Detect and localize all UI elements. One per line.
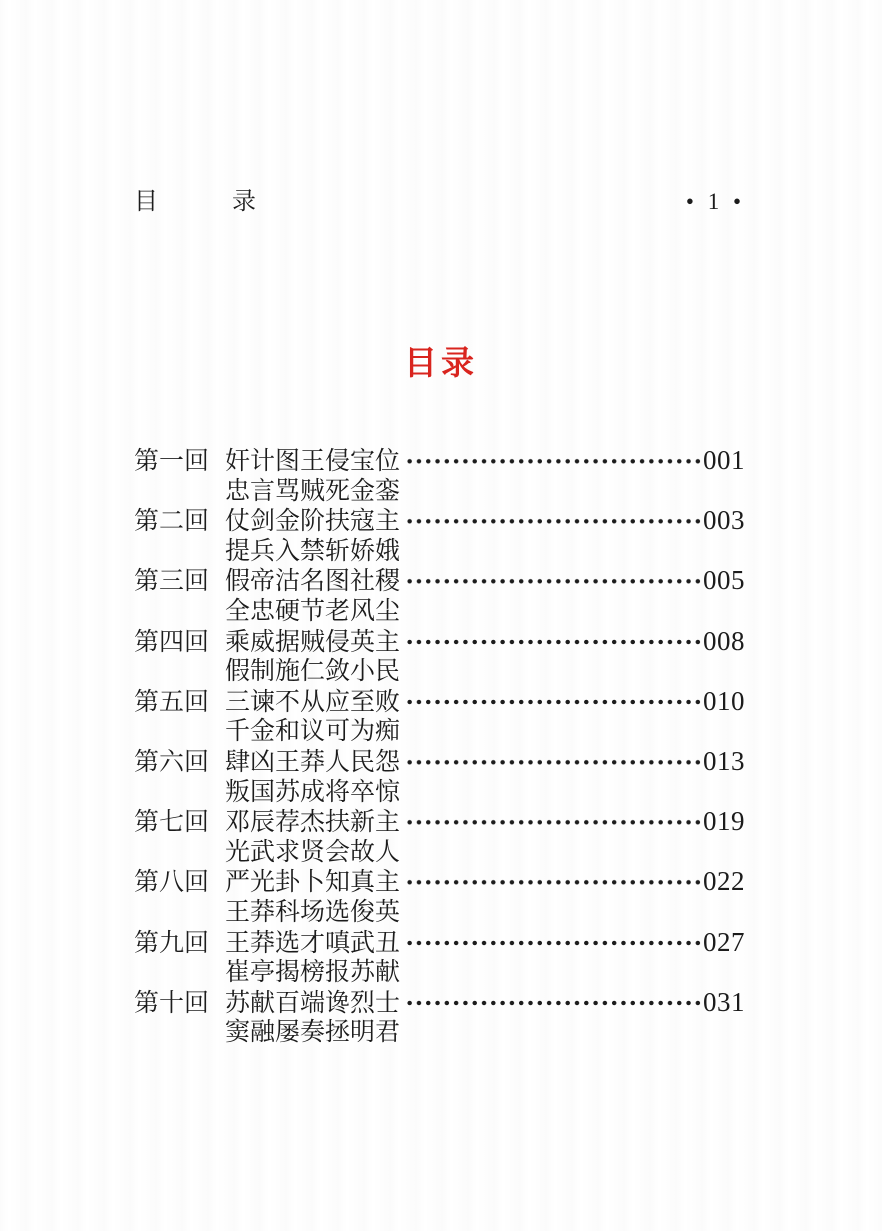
toc-entry-second-line — [225, 717, 745, 747]
toc-entry-second-line — [225, 1018, 745, 1048]
toc-entry — [134, 506, 745, 566]
toc-entry-second-line — [225, 597, 745, 627]
toc-entry-first-line — [134, 747, 745, 778]
toc-entry — [134, 566, 745, 626]
chapter-page-number: 013 — [703, 745, 745, 776]
toc-entry-first-line — [134, 687, 745, 718]
toc-entry-first-line — [134, 627, 745, 658]
running-header-title: 目 录 — [134, 189, 257, 215]
toc-entry-first-line — [134, 446, 745, 477]
toc-entry-first-line — [134, 566, 745, 597]
toc-title: 目录 — [404, 344, 478, 381]
toc-entry-second-line — [225, 838, 745, 868]
toc-entry-first-line — [134, 867, 745, 898]
chapter-title-line1: 三谏不从应至败 — [225, 688, 401, 716]
chapter-title-line2: 光武求贤会故人 — [225, 838, 401, 866]
chapter-title-line1: 奸计图王侵宝位 — [225, 448, 401, 475]
chapter-title-line1: 仗剑金阶扶寇主 — [225, 508, 401, 536]
chapter-page-number: 019 — [703, 806, 745, 837]
chapter-page-number: 010 — [703, 685, 745, 716]
toc-entry — [134, 928, 745, 988]
toc-entry-second-line — [225, 537, 745, 567]
chapter-number: 第二回 — [134, 508, 210, 536]
dot-leader — [403, 867, 702, 898]
toc-entry — [134, 988, 745, 1048]
dot-leader — [403, 566, 702, 597]
chapter-title-line1: 邓辰荐杰扶新主 — [225, 809, 401, 837]
toc-entry-first-line — [134, 988, 745, 1019]
toc-entry-first-line — [134, 506, 745, 537]
chapter-page-number: 031 — [703, 986, 745, 1017]
chapter-number: 第九回 — [134, 929, 210, 957]
chapter-title-line1: 肆凶王莽人民怨 — [225, 748, 401, 776]
toc-entry-second-line — [225, 958, 745, 988]
chapter-title-line1: 严光卦卜知真主 — [225, 869, 401, 897]
toc-entry — [134, 747, 745, 807]
chapter-page-number: 005 — [703, 565, 745, 596]
toc-entry-second-line — [225, 657, 745, 687]
chapter-title-line2: 崔亭揭榜报苏献 — [225, 959, 401, 987]
toc-entry — [134, 446, 745, 506]
toc-entry — [134, 807, 745, 867]
chapter-title-line2: 王莽科场选俊英 — [225, 898, 401, 926]
toc-entry-first-line — [134, 928, 745, 959]
running-header — [134, 181, 745, 216]
chapter-page-number: 001 — [703, 445, 745, 475]
dot-leader — [403, 627, 702, 658]
chapter-number: 第三回 — [134, 568, 210, 596]
dot-leader — [403, 506, 702, 537]
chapter-number: 第十回 — [134, 989, 210, 1017]
chapter-title-line2: 全忠硬节老风尘 — [225, 597, 401, 625]
chapter-number: 第八回 — [134, 869, 210, 897]
chapter-page-number: 022 — [703, 866, 745, 897]
dot-leader — [403, 807, 702, 838]
running-header-page-number: • 1 • — [685, 189, 745, 214]
dot-leader — [403, 446, 702, 477]
chapter-number: 第四回 — [134, 628, 210, 656]
chapter-title-line2: 窦融屡奏拯明君 — [225, 1019, 401, 1047]
chapter-page-number: 003 — [703, 505, 745, 536]
chapter-title-line2: 千金和议可为痴 — [225, 718, 401, 746]
chapter-number: 第七回 — [134, 809, 210, 837]
dot-leader — [403, 928, 702, 959]
toc-list — [134, 446, 745, 1048]
chapter-page-number: 008 — [703, 625, 745, 656]
chapter-number: 第六回 — [134, 748, 210, 776]
chapter-title-line1: 王莽选才嗔武丑 — [225, 929, 401, 957]
chapter-title-line1: 乘威据贼侵英主 — [225, 628, 401, 656]
chapter-title-line2: 假制施仁敛小民 — [225, 658, 401, 686]
chapter-number: 第五回 — [134, 688, 210, 716]
toc-entry-second-line — [225, 477, 745, 507]
dot-leader — [403, 687, 702, 718]
chapter-number: 第一回 — [134, 448, 210, 475]
chapter-title-line2: 忠言骂贼死金銮 — [225, 477, 401, 505]
dot-leader — [403, 988, 702, 1019]
toc-entry-first-line — [134, 807, 745, 838]
chapter-title-line1: 假帝沽名图社稷 — [225, 568, 401, 596]
chapter-page-number: 027 — [703, 926, 745, 957]
toc-entry — [134, 867, 745, 927]
toc-entry — [134, 627, 745, 687]
toc-entry-second-line — [225, 778, 745, 808]
toc-entry — [134, 687, 745, 747]
chapter-title-line2: 叛国苏成将卒惊 — [225, 778, 401, 806]
dot-leader — [403, 747, 702, 778]
chapter-title-line1: 苏献百端谗烈士 — [225, 989, 401, 1017]
chapter-title-line2: 提兵入禁斩娇娥 — [225, 537, 401, 565]
toc-entry-second-line — [225, 898, 745, 928]
